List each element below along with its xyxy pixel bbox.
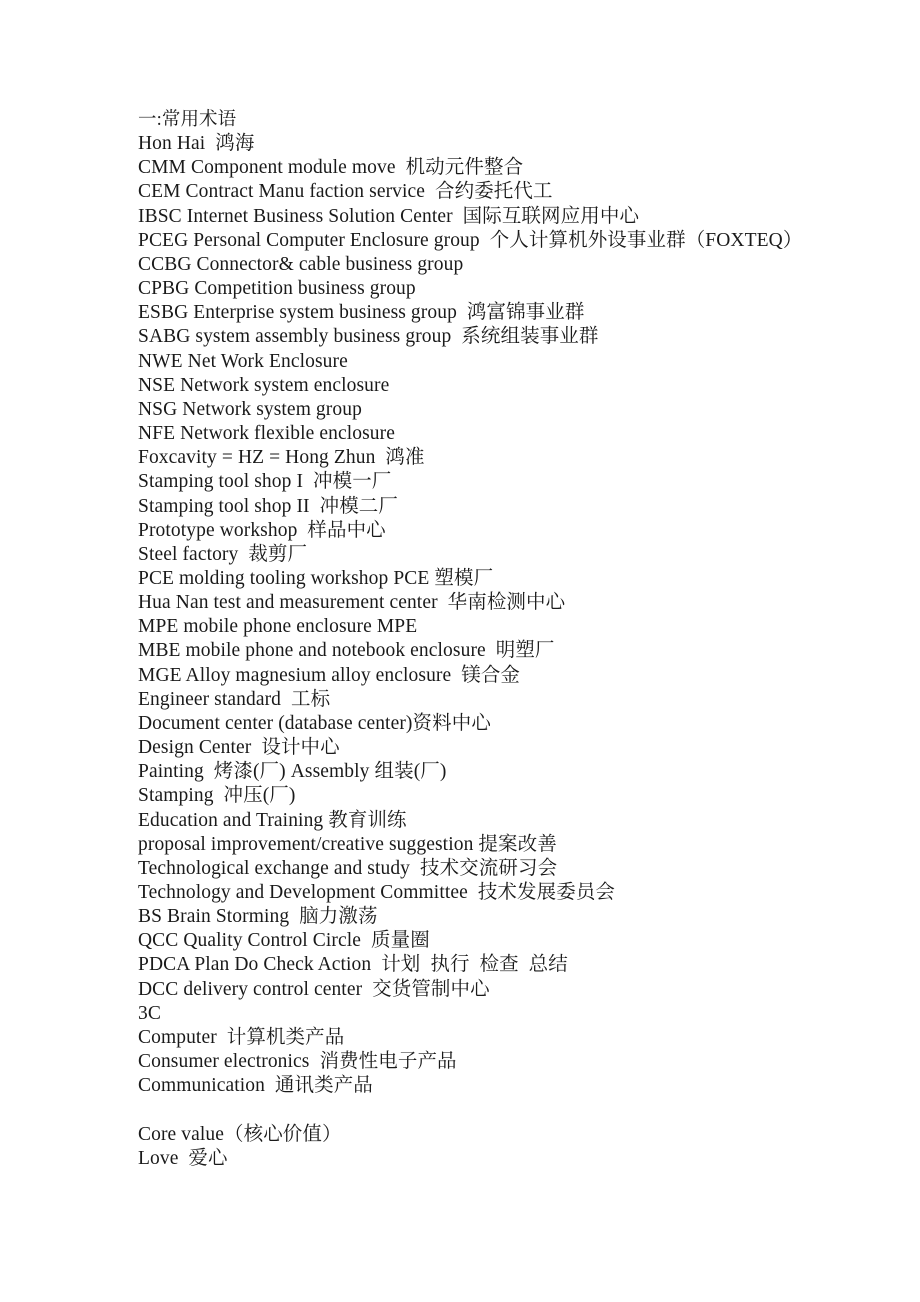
section-heading-common-terminology: 一:常用术语 <box>138 110 237 130</box>
term-line-design-center: Design Center 设计中心 <box>138 737 340 759</box>
term-line-pceg: PCEG Personal Computer Enclosure group 个人计算机外设事业群（FOXTEQ） <box>138 229 803 251</box>
term-line-mpe: MPE mobile phone enclosure MPE <box>138 616 418 638</box>
term-line-technological-exchange: Technological exchange and study 技术交流研习会 <box>138 857 558 879</box>
term-line-communication: Communication 通讯类产品 <box>138 1075 373 1097</box>
term-line-consumer-electronics: Consumer electronics 消费性电子产品 <box>138 1051 457 1073</box>
term-line-hua-nan-test: Hua Nan test and measurement center 华南检测中心 <box>138 592 566 614</box>
term-line-document-center: Document center (database center)资料中心 <box>138 712 491 734</box>
term-line-ibsc: IBSC Internet Business Solution Center 国际互联网应用中心 <box>138 205 640 227</box>
term-line-nfe: NFE Network flexible enclosure <box>138 423 395 445</box>
term-line-qcc: QCC Quality Control Circle 质量圈 <box>138 930 430 952</box>
term-line-stamping-tool-shop-2: Stamping tool shop II 冲模二厂 <box>138 495 398 517</box>
term-line-nse: NSE Network system enclosure <box>138 374 390 396</box>
term-line-nsg: NSG Network system group <box>138 398 362 420</box>
term-line-foxcavity: Foxcavity = HZ = Hong Zhun 鸿准 <box>138 447 425 469</box>
term-line-love: Love 爱心 <box>138 1147 228 1169</box>
term-line-cmm: CMM Component module move 机动元件整合 <box>138 157 524 179</box>
term-line-sabg: SABG system assembly business group 系统组装事业群 <box>138 326 599 348</box>
term-line-stamping-tool-shop-1: Stamping tool shop I 冲模一厂 <box>138 471 392 493</box>
term-line-proposal-improvement: proposal improvement/creative suggestion 提案改善 <box>138 833 557 855</box>
term-line-steel-factory: Steel factory 裁剪厂 <box>138 543 308 565</box>
term-line-stamping: Stamping 冲压(厂) <box>138 785 296 807</box>
term-line-pce-molding: PCE molding tooling workshop PCE 塑模厂 <box>138 567 494 589</box>
term-line-esbg: ESBG Enterprise system business group 鸿富锦事业群 <box>138 302 585 324</box>
term-line-hon-hai: Hon Hai 鸿海 <box>138 133 255 155</box>
term-line-mge: MGE Alloy magnesium alloy enclosure 镁合金 <box>138 664 521 686</box>
paragraph-spacer <box>138 1098 838 1122</box>
term-line-cem: CEM Contract Manu faction service 合约委托代工 <box>138 181 553 203</box>
term-line-ccbg: CCBG Connector& cable business group <box>138 253 464 275</box>
term-line-cpbg: CPBG Competition business group <box>138 278 416 300</box>
term-line-technology-development-committee: Technology and Development Committee 技术发展委员会 <box>138 882 616 903</box>
term-line-mbe: MBE mobile phone and notebook enclosure 明塑厂 <box>138 640 555 662</box>
term-line-bs-brain-storming: BS Brain Storming 脑力激荡 <box>138 906 378 928</box>
term-line-3c: 3C <box>138 1002 161 1024</box>
term-line-pdca: PDCA Plan Do Check Action 计划 执行 检查 总结 <box>138 954 568 976</box>
term-line-painting-assembly: Painting 烤漆(厂) Assembly 组装(厂) <box>138 761 447 783</box>
term-line-engineer-standard: Engineer standard 工标 <box>138 688 331 710</box>
term-line-education-training: Education and Training 教育训练 <box>138 809 407 831</box>
term-line-prototype-workshop: Prototype workshop 样品中心 <box>138 519 386 541</box>
term-line-core-value: Core value（核心价值） <box>138 1123 342 1145</box>
term-line-nwe: NWE Net Work Enclosure <box>138 350 348 372</box>
term-line-computer: Computer 计算机类产品 <box>138 1026 345 1048</box>
term-line-dcc: DCC delivery control center 交货管制中心 <box>138 978 490 1000</box>
document-text-body <box>138 108 838 1171</box>
